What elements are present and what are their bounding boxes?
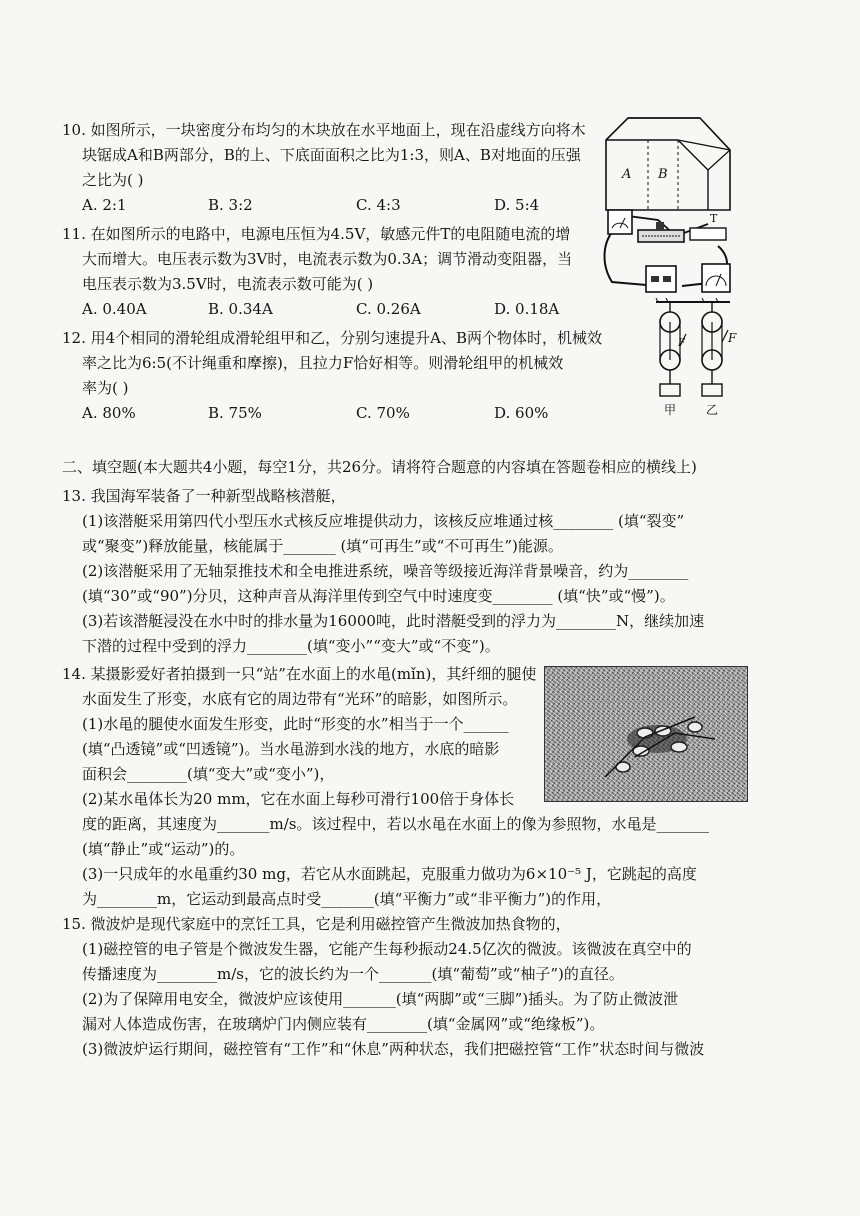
q11-options [62, 297, 572, 322]
q14-line-9: (3)一只成年的水黾重约30 mg，若它从水面跳起，克服重力做功为6×10⁻⁵ J，它跳起的高度 [82, 865, 697, 883]
q12-option-d: D. 60% [494, 404, 549, 422]
q10-option-b: B. 3:2 [208, 196, 253, 214]
q11-line-1: 11. 在如图所示的电路中，电源电压恒为4.5V，敏感元件T的电阻随电流的增 [62, 225, 571, 243]
water-strider-photo [544, 666, 748, 802]
sensor-t-icon [690, 228, 726, 240]
q13-line-1: 13. 我国海军装备了一种新型战略核潜艇， [62, 487, 346, 505]
voltmeter-icon [608, 210, 632, 234]
q14-line-2: 水面发生了形变，水底有它的周边带有“光环”的暗影，如图所示。 [82, 690, 518, 708]
ammeter-icon [702, 264, 730, 292]
q12-option-b: B. 75% [208, 404, 262, 422]
q12-label-yi: 乙 [706, 403, 719, 417]
q15-line-4: (2)为了保障用电安全，微波炉应该使用_______(填“两脚”或“三脚”)插头。为了防止微波泄 [82, 990, 679, 1008]
q12-line-2: 率之比为6:5(不计绳重和摩擦)，且拉力F恰好相等。则滑轮组甲的机械效 [82, 354, 564, 372]
q13-line-2: (1)该潜艇采用第四代小型压水式核反应堆提供动力，该核反应堆通过核________ (填“裂变” [82, 512, 685, 530]
question-11 [62, 222, 572, 322]
question-12 [62, 326, 602, 426]
q13-line-5: (填“30”或“90”)分贝，这种声音从海洋里传到空气中时速度变________ (填“快”或“慢”)。 [82, 587, 675, 605]
q13-line-4: (2)该潜艇采用了无轴泵推技术和全电推进系统，噪音等级接近海洋背景噪音，约为________ [82, 562, 689, 580]
q14-line-8: (填“静止”或“运动”)的。 [82, 840, 245, 858]
q10-line-1: 10. 如图所示，一块密度分布均匀的木块放在水平地面上，现在沿虚线方向将木 [62, 121, 586, 139]
q10-block-figure [600, 110, 740, 216]
q15-line-3: 传播速度为________m/s，它的波长约为一个_______(填“葡萄”或“柚子”)的直径。 [82, 965, 624, 983]
question-15 [62, 912, 704, 1062]
q11-option-b: B. 0.34A [208, 300, 273, 318]
q15-line-2: (1)磁控管的电子管是个微波发生器，它能产生每秒振动24.5亿次的微波。该微波在真空中的 [82, 940, 692, 958]
q12-label-f2: F [728, 331, 737, 345]
q10-option-a: A. 2:1 [82, 196, 127, 214]
q12-label-f1: F [678, 338, 685, 349]
q12-line-3: 率为( ) [82, 379, 129, 397]
q14-line-7: 度的距离，其速度为_______m/s。该过程中，若以水黾在水面上的像为参照物，水黾是_______ [82, 815, 709, 833]
q15-line-1: 15. 微波炉是现代家庭中的烹饪工具，它是利用磁控管产生微波加热食物的， [62, 915, 571, 933]
q10-label-a: A [622, 167, 632, 182]
q10-options [62, 193, 586, 218]
q12-label-jia: 甲 [664, 403, 677, 417]
q14-line-3: (1)水黾的腿使水面发生形变，此时“形变的水”相当于一个______ [82, 715, 509, 733]
q15-line-5: 漏对人体造成伤害，在玻璃炉门内侧应装有________(填“金属网”或“绝缘板”)。 [82, 1015, 605, 1033]
q11-option-a: A. 0.40A [82, 300, 147, 318]
q12-options [62, 401, 602, 426]
q15-line-6: (3)微波炉运行期间，磁控管有“工作”和“休息”两种状态，我们把磁控管“工作”状态时间与微波 [82, 1040, 705, 1058]
q11-option-c: C. 0.26A [356, 300, 421, 318]
q12-option-a: A. 80% [82, 404, 136, 422]
q11-label-t: T [710, 212, 718, 225]
q12-pulley-figure [648, 298, 744, 420]
q10-line-2: 块锯成A和B两部分，B的上、下底面面积之比为1:3，则A、B对地面的压强 [82, 146, 581, 164]
q13-line-6: (3)若该潜艇浸没在水中时的排水量为16000吨，此时潜艇受到的浮力为________N，继续加速 [82, 612, 705, 630]
q11-option-d: D. 0.18A [494, 300, 560, 318]
q14-line-6: (2)某水黾体长为20 mm，它在水面上每秒可滑行100倍于身体长 [82, 790, 515, 808]
q10-option-d: D. 5:4 [494, 196, 540, 214]
question-13 [62, 484, 704, 659]
question-10 [62, 118, 586, 218]
q11-circuit-figure [598, 206, 738, 298]
q13-line-7: 下潜的过程中受到的浮力________(填“变小”“变大”或“不变”)。 [82, 637, 500, 655]
q14-line-10: 为________m，它运动到最高点时受_______(填“平衡力”或“非平衡力”)的作用， [82, 890, 612, 908]
q10-label-b: B [658, 167, 668, 182]
q12-option-c: C. 70% [356, 404, 410, 422]
q10-option-c: C. 4:3 [356, 196, 401, 214]
q11-line-3: 电压表示数为3.5V时，电流表示数可能为( ) [82, 275, 374, 293]
q14-line-4: (填“凸透镜”或“凹透镜”)。当水黾游到水浅的地方，水底的暗影 [82, 740, 500, 758]
q14-line-5: 面积会________(填“变大”或“变小”)， [82, 765, 335, 783]
power-supply-icon [646, 266, 676, 292]
section-2-heading: 二、填空题(本大题共4小题，每空1分，共26分。请将符合题意的内容填在答题卷相应的横线上) [62, 458, 697, 476]
q10-line-3: 之比为( ) [82, 171, 144, 189]
q13-line-3: 或“聚变”)释放能量，核能属于_______ (填“可再生”或“不可再生”)能源。 [82, 537, 563, 555]
q12-line-1: 12. 用4个相同的滑轮组成滑轮组甲和乙，分别匀速提升A、B两个物体时，机械效 [62, 329, 603, 347]
q11-line-2: 大而增大。电压表示数为3V时，电流表示数为0.3A；调节滑动变阻器，当 [82, 250, 573, 268]
q14-line-1: 14. 某摄影爱好者拍摄到一只“站”在水面上的水黾(mǐn)，其纤细的腿使 [62, 665, 537, 683]
